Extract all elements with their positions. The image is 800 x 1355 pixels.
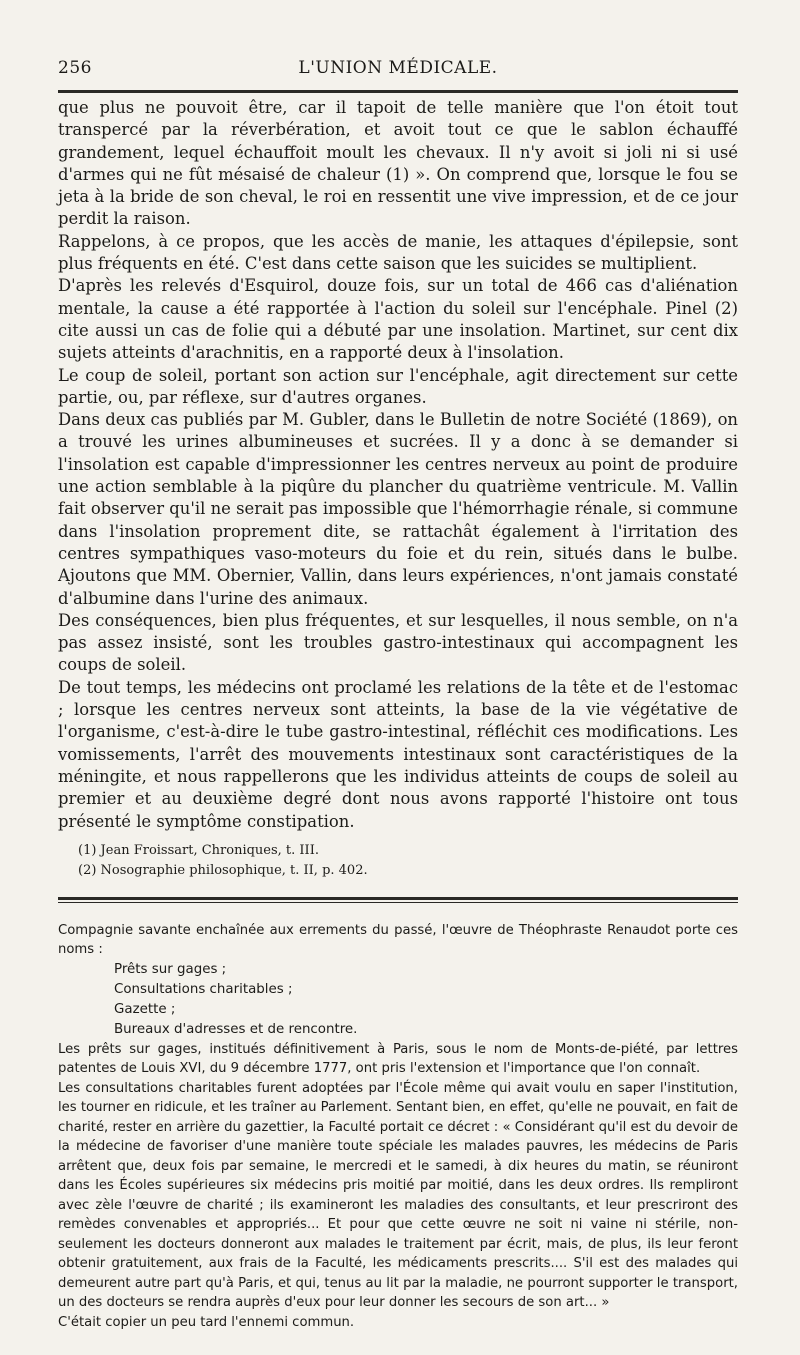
footnote: (2) Nosographie philosophique, t. II, p. 402. — [78, 862, 368, 878]
main-article — [58, 97, 738, 833]
list-item: Bureaux d'adresses et de rencontre. — [114, 1021, 358, 1037]
running-title: L'UNION MÉDICALE. — [298, 58, 498, 78]
body-paragraph: Dans deux cas publiés par M. Gubler, dans le Bulletin de notre Société (1869), on a trouvé les urines albumineuses et sucrées. Il y a donc à se demander si l'insolation est capable d'impressionner les centres nerveux au point de produire une action semblable à la piqûre du plancher du quatrième ventricule. M. Vallin fait observer qu'il ne serait pas impossible que l'hémorrhagie rénale, si commune dans l'insolation proprement dite, se rattachât également à l'irritation des centres sympathiques vaso-moteurs du foie et du rein, situés dans le bulbe. Ajoutons que MM. Obernier, Vallin, dans leurs expériences, n'ont jamais constaté d'albumine dans l'urine des animaux. — [58, 410, 738, 608]
body-paragraph: que plus ne pouvoit être, car il tapoit de telle manière que l'on étoit tout transpercé par la réverbération, et avoit tout ce que le sablon échauffé grandement, lequel échauffoit moult les chevaux. Il n'y avoit si joli ni si usé d'armes qui ne fût mésaisé de chaleur (1) ». On comprend que, lorsque le fou se jeta à la bride de son cheval, le roi en ressentit une vive impression, et de ce jour perdit la raison. — [58, 98, 738, 229]
body-paragraph: Des conséquences, bien plus fréquentes, et sur lesquelles, il nous semble, on n'a pas assez insisté, sont les troubles gastro-intestinaux qui accompagnent les coups de soleil. — [58, 610, 738, 675]
footnotes — [58, 841, 738, 881]
list-item: Prêts sur gages ; — [114, 961, 227, 977]
page-number: 256 — [58, 58, 92, 78]
feuilleton-separator — [58, 897, 738, 903]
body-paragraph: Le coup de soleil, portant son action sur l'encéphale, agit directement sur cette partie, ou, par réflexe, sur d'autres organes. — [58, 365, 738, 407]
body-paragraph: Rappelons, à ce propos, que les accès de manie, les attaques d'épilepsie, sont plus fréquents en été. C'est dans cette saison que les suicides se multiplient. — [58, 231, 738, 274]
page — [58, 58, 738, 1332]
list-item: Consultations charitables ; — [114, 981, 293, 997]
feuilleton-paragraph: Les consultations charitables furent adoptées par l'École même qui avait voulu en saper l'institution, les tourner en ridicule, et les traîner au Parlement. Sentant bien, en effet, qu'elle ne pouvait, en fait de charité, rester en arrière du gazettier, la Faculté portait ce décret : « Considérant qu'il est du devoir de la médecine de favoriser d'une manière toute spéciale les malades pauvres, les médecins de Paris arrêtent que, deux fois par semaine, le mercredi et le samedi, à dix heures du matin, se réuniront dans les Écoles supérieures six médecins pris moitié par moitié, dans les deux ordres. Ils rempliront avec zèle l'œuvre de charité ; ils examineront les maladies des consultants, et leur prescriront des remèdes convenables et appropriés... Et pour que cette œuvre ne soit ni vaine ni stérile, non-seulement les docteurs donneront aux malades le traitement par écrit, mais, de plus, ils leur feront obtenir gratuitement, aux frais de la Faculté, les médicaments prescrits.... S'il est des malades qui demeurent autre part qu'à Paris, et qui, tenus au lit par la maladie, ne pourront supporter le transport, un des docteurs se rendra auprès d'eux pour leur donner les secours de son art... » — [58, 1080, 738, 1311]
feuilleton-list — [58, 960, 738, 1040]
page-header — [58, 58, 738, 88]
list-item: Gazette ; — [114, 1001, 176, 1017]
feuilleton-intro: Compagnie savante enchaînée aux errements du passé, l'œuvre de Théophraste Renaudot porte ces noms : — [58, 922, 738, 958]
body-paragraph: De tout temps, les médecins ont proclamé les relations de la tête et de l'estomac ; lorsque les centres nerveux sont atteints, la base de la vie végétative de l'organisme, c'est-à-dire le tube gastro-intestinal, réfléchit ces modifications. Les vomissements, l'arrêt des mouvements intestinaux sont caractéristiques de la méningite, et nous rappellerons que les individus atteints de coups de soleil au premier et au deuxième degré dont nous avons rapporté l'histoire ont tous présenté le symptôme constipation. — [58, 677, 738, 831]
footnote: (1) Jean Froissart, Chroniques, t. III. — [78, 842, 319, 858]
feuilleton-paragraph: Les prêts sur gages, institués définitivement à Paris, sous le nom de Monts-de-piété, par lettres patentes de Louis XVI, du 9 décembre 1777, ont pris l'extension et l'importance que l'on connaît. — [58, 1041, 738, 1077]
feuilleton — [58, 921, 738, 1333]
header-rule — [58, 90, 738, 93]
feuilleton-paragraph: C'était copier un peu tard l'ennemi commun. — [58, 1314, 355, 1330]
body-paragraph: D'après les relevés d'Esquirol, douze fois, sur un total de 466 cas d'aliénation mentale, la cause a été rapportée à l'action du soleil sur l'encéphale. Pinel (2) cite aussi un cas de folie qui a débuté par une insolation. Martinet, sur cent dix sujets atteints d'arachnitis, en a rapporté deux à l'insolation. — [58, 276, 738, 363]
